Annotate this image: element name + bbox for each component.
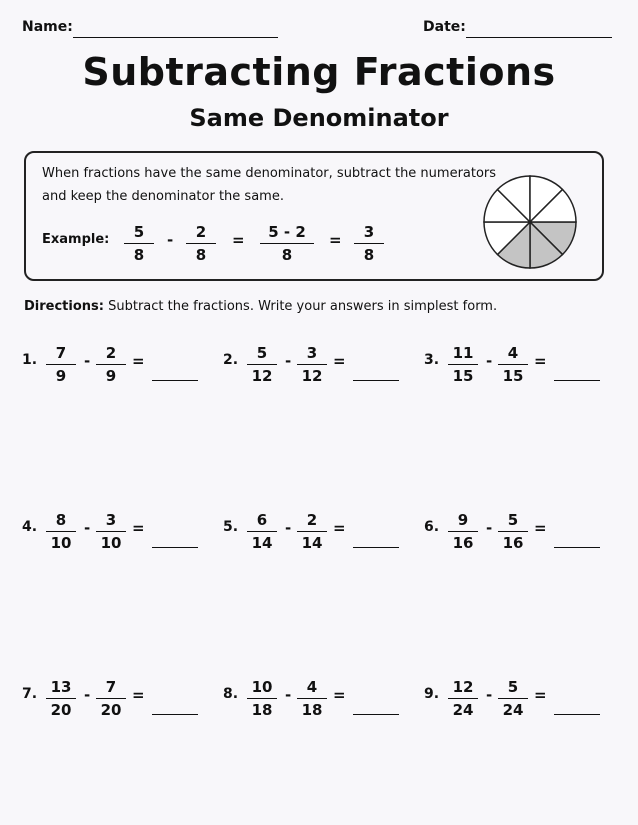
fraction-bar	[46, 364, 76, 365]
fraction-minuend	[448, 510, 478, 553]
fraction-bar	[247, 364, 277, 365]
fraction-subtrahend	[297, 343, 327, 386]
fraction-subtrahend	[297, 510, 327, 553]
numerator: 3	[306, 344, 318, 362]
fraction-bar	[498, 531, 528, 532]
fraction-bar	[96, 698, 126, 699]
fraction-bar	[124, 243, 154, 244]
equals-sign: =	[232, 231, 245, 249]
numerator: 2	[306, 511, 318, 529]
problem-number: 2.	[223, 352, 239, 368]
fraction-bar	[448, 698, 478, 699]
minus-sign: -	[167, 231, 174, 249]
fraction-bar	[260, 243, 314, 244]
fraction-bar	[46, 531, 76, 532]
minus-sign: -	[84, 352, 91, 370]
equals-sign: =	[534, 519, 547, 537]
minus-sign: -	[84, 519, 91, 537]
equals-sign: =	[333, 519, 346, 537]
denominator: 18	[301, 701, 323, 719]
fraction-subtrahend	[498, 677, 528, 720]
numerator: 3	[105, 511, 117, 529]
equals-sign: =	[329, 231, 342, 249]
answer-blank[interactable]	[152, 714, 198, 715]
fraction-bar	[498, 698, 528, 699]
fraction-bar	[297, 698, 327, 699]
fraction-bar	[297, 531, 327, 532]
fraction-bar	[46, 698, 76, 699]
numerator: 5	[507, 511, 519, 529]
fraction-bar	[247, 531, 277, 532]
answer-blank[interactable]	[554, 380, 600, 381]
answer-blank[interactable]	[152, 547, 198, 548]
denominator: 9	[55, 367, 67, 385]
example-label: Example:	[42, 232, 110, 247]
problem-number: 7.	[22, 686, 38, 702]
minus-sign: -	[486, 352, 493, 370]
example-fraction-1	[124, 222, 154, 265]
answer-blank[interactable]	[353, 380, 399, 381]
fraction-minuend	[448, 677, 478, 720]
page-subtitle: Same Denominator	[189, 104, 449, 132]
fraction-bar	[186, 243, 216, 244]
answer-blank[interactable]	[554, 547, 600, 548]
fraction-bar	[498, 364, 528, 365]
denominator: 16	[502, 534, 524, 552]
numerator: 4	[306, 678, 318, 696]
problem-number: 3.	[424, 352, 440, 368]
equals-sign: =	[132, 686, 145, 704]
minus-sign: -	[84, 686, 91, 704]
directions-label: Directions:	[24, 299, 104, 314]
numerator: 6	[256, 511, 268, 529]
fraction-bar	[96, 531, 126, 532]
problem-number: 8.	[223, 686, 239, 702]
minus-sign: -	[486, 686, 493, 704]
answer-blank[interactable]	[353, 547, 399, 548]
fraction-bar	[247, 698, 277, 699]
problem-number: 1.	[22, 352, 38, 368]
numerator: 13	[50, 678, 72, 696]
fraction-minuend	[46, 510, 76, 553]
fraction-bar	[354, 243, 384, 244]
answer-blank[interactable]	[353, 714, 399, 715]
minus-sign: -	[285, 519, 292, 537]
denominator: 16	[452, 534, 474, 552]
numerator: 9	[457, 511, 469, 529]
denominator: 9	[105, 367, 117, 385]
equals-sign: =	[132, 352, 145, 370]
numerator: 2	[105, 344, 117, 362]
answer-blank[interactable]	[554, 714, 600, 715]
numerator: 3	[363, 223, 375, 241]
fraction-minuend	[247, 677, 277, 720]
pie-chart-icon	[481, 173, 579, 271]
denominator: 12	[301, 367, 323, 385]
numerator: 11	[452, 344, 474, 362]
numerator: 8	[55, 511, 67, 529]
denominator: 18	[251, 701, 273, 719]
minus-sign: -	[285, 686, 292, 704]
denominator: 10	[50, 534, 72, 552]
fraction-minuend	[247, 343, 277, 386]
answer-blank[interactable]	[152, 380, 198, 381]
date-label: Date:	[423, 19, 466, 35]
fraction-subtrahend	[498, 343, 528, 386]
fraction-minuend	[46, 343, 76, 386]
numerator: 5	[256, 344, 268, 362]
denominator: 24	[502, 701, 524, 719]
denominator: 8	[281, 246, 293, 264]
fraction-subtrahend	[498, 510, 528, 553]
fraction-subtrahend	[96, 510, 126, 553]
denominator: 14	[301, 534, 323, 552]
minus-sign: -	[285, 352, 292, 370]
example-fraction-2	[186, 222, 216, 265]
date-answer-line[interactable]	[466, 37, 612, 38]
numerator: 10	[251, 678, 273, 696]
minus-sign: -	[486, 519, 493, 537]
fraction-minuend	[247, 510, 277, 553]
denominator: 8	[195, 246, 207, 264]
denominator: 14	[251, 534, 273, 552]
equals-sign: =	[132, 519, 145, 537]
problem-number: 5.	[223, 519, 239, 535]
denominator: 8	[363, 246, 375, 264]
intro-line-2: and keep the denominator the same.	[42, 189, 284, 204]
name-answer-line[interactable]	[73, 37, 278, 38]
intro-line-1: When fractions have the same denominator, subtract the numerators	[42, 166, 497, 181]
name-label: Name:	[22, 19, 73, 35]
denominator: 20	[50, 701, 72, 719]
denominator: 10	[100, 534, 122, 552]
numerator: 5 - 2	[268, 223, 306, 241]
denominator: 15	[452, 367, 474, 385]
directions	[24, 299, 497, 314]
denominator: 8	[133, 246, 145, 264]
equals-sign: =	[534, 686, 547, 704]
problem-number: 4.	[22, 519, 38, 535]
problem-number: 6.	[424, 519, 440, 535]
fraction-bar	[297, 364, 327, 365]
problem-number: 9.	[424, 686, 440, 702]
fraction-subtrahend	[96, 343, 126, 386]
fraction-bar	[448, 364, 478, 365]
denominator: 12	[251, 367, 273, 385]
fraction-minuend	[46, 677, 76, 720]
numerator: 2	[195, 223, 207, 241]
numerator: 5	[133, 223, 145, 241]
fraction-subtrahend	[297, 677, 327, 720]
denominator: 24	[452, 701, 474, 719]
denominator: 15	[502, 367, 524, 385]
example-fraction-3	[260, 222, 314, 265]
directions-text: Subtract the fractions. Write your answers in simplest form.	[103, 299, 498, 314]
page-title: Subtracting Fractions	[82, 50, 556, 94]
fraction-subtrahend	[96, 677, 126, 720]
fraction-minuend	[448, 343, 478, 386]
numerator: 5	[507, 678, 519, 696]
fraction-bar	[96, 364, 126, 365]
numerator: 7	[55, 344, 67, 362]
numerator: 4	[507, 344, 519, 362]
equals-sign: =	[534, 352, 547, 370]
example-fraction-4	[354, 222, 384, 265]
equals-sign: =	[333, 352, 346, 370]
fraction-bar	[448, 531, 478, 532]
numerator: 7	[105, 678, 117, 696]
equals-sign: =	[333, 686, 346, 704]
numerator: 12	[452, 678, 474, 696]
denominator: 20	[100, 701, 122, 719]
